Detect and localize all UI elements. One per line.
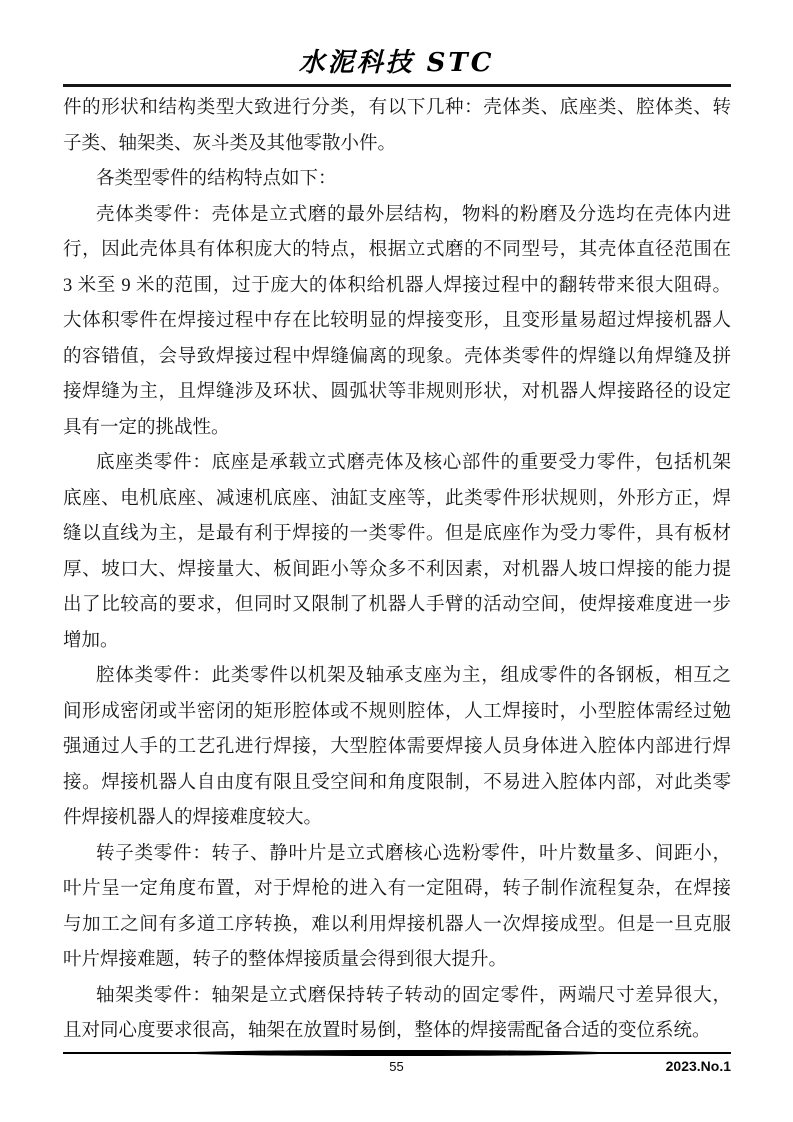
text-line: 与加工之间有多道工序转换，难以利用焊接机器人一次焊接成型。但是一旦克服 [63,914,731,935]
text-line: 底座类零件：底座是承载立式磨壳体及核心部件的重要受力零件，包括机架 [96,453,731,473]
text-line: 叶片呈一定角度布置，对于焊枪的进入有一定阻碍，转子制作流程复杂，在焊接 [63,879,731,899]
text-line: 且对同心度要求很高，轴架在放置时易倒，整体的焊接需配备合适的变位系统。 [63,1021,711,1041]
text-line: 具有一定的挑战性。 [63,417,230,438]
text-line: 接。焊接机器人自由度有限且受空间和角度限制，不易进入腔体内部，对此类零 [63,772,731,793]
text-line: 间形成密闭或半密闭的矩形腔体或不规则腔体，人工焊接时，小型腔体需经过勉 [63,701,731,722]
text-line: 强通过人手的工艺孔进行焊接，大型腔体需要焊接人员身体进入腔体内部进行焊 [63,737,731,757]
text-line: 件的形状和结构类型大致进行分类，有以下几种：壳体类、底座类、腔体类、转 [63,98,731,118]
body-text [63,91,731,1050]
text-line: 缝以直线为主，是最有利于焊接的一类零件。但是底座作为受力零件，具有板材 [63,524,731,544]
text-line: 子类、轴架类、灰斗类及其他零散小件。 [63,133,397,154]
text-line: 壳体类零件：壳体是立式磨的最外层结构，物料的粉磨及分选均在壳体内进 [96,204,731,225]
text-line: 接焊缝为主，且焊缝涉及环状、圆弧状等非规则形状，对机器人焊接路径的设定 [63,382,731,402]
page-number: 55 [389,1059,404,1074]
text-line: 件焊接机器人的焊接难度较大。 [63,808,323,828]
text-line: 底座、电机底座、减速机底座、油缸支座等，此类零件形状规则，外形方正，焊 [63,488,731,509]
footer-divider [63,1052,731,1054]
text-line: 腔体类零件：此类零件以机架及轴承支座为主，组成零件的各钢板，相互之 [96,666,731,686]
text-line: 的容错值，会导致焊接过程中焊缝偏离的现象。壳体类零件的焊缝以角焊缝及拼 [63,346,731,367]
header-divider [63,84,731,87]
text-line: 行，因此壳体具有体积庞大的特点，根据立式磨的不同型号，其壳体直径范围在 [63,240,731,260]
text-line: 大体积零件在焊接过程中存在比较明显的焊接变形，且变形量易超过焊接机器人 [63,311,731,331]
text-line: 增加。 [63,630,119,651]
journal-title: 水泥科技 STC [298,48,495,78]
text-line: 各类型零件的结构特点如下： [96,169,337,189]
issue-label: 2023.No.1 [665,1058,731,1074]
text-line: 厚、坡口大、焊接量大、板间距小等众多不利因素，对机器人坡口焊接的能力提 [63,559,731,580]
text-line: 出了比较高的要求，但同时又限制了机器人手臂的活动空间，使焊接难度进一步 [63,595,731,615]
text-line: 3 米至 9 米的范围，过于庞大的体积给机器人焊接过程中的翻转带来很大阻碍。 [63,275,731,296]
text-line: 叶片焊接难题，转子的整体焊接质量会得到很大提升。 [63,950,508,970]
text-line: 轴架类零件：轴架是立式磨保持转子转动的固定零件，两端尺寸差异很大， [96,985,731,1006]
text-line: 转子类零件：转子、静叶片是立式磨核心选粉零件，叶片数量多、间距小， [96,843,731,864]
